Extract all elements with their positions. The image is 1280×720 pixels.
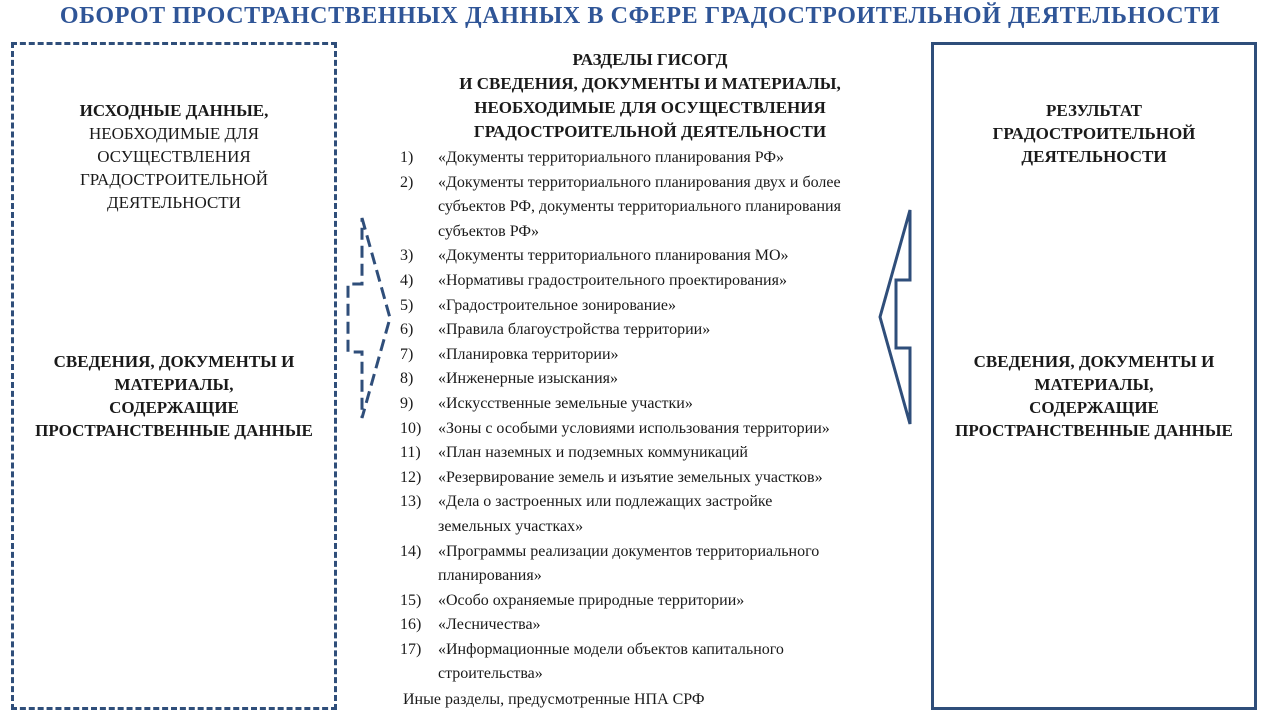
item-number: 14) [400,542,422,560]
item-number: 1) [400,149,414,166]
item-number: 5) [400,296,414,314]
item-number: 10) [400,419,422,437]
item-number: 8) [400,370,414,388]
item-text: «Документы территориального планирования МО» [438,247,789,265]
item-text: «Планировка территории» [438,345,619,363]
item-text: «Документы территориального планирования РФ» [438,149,784,166]
item-text: «Инженерные изыскания» [438,370,618,388]
source-data-title: ИСХОДНЫЕ ДАННЫЕ, [79,101,269,120]
item-text: «Информационные модели объектов капитального строительства» [438,640,784,683]
result-spatial-line: ПРОСТРАНСТВЕННЫЕ ДАННЫЕ [955,421,1233,440]
result-line: РЕЗУЛЬТАТ [1046,101,1142,120]
list-item [400,613,910,638]
item-number: 6) [400,321,414,339]
source-data-line: ДЕЯТЕЛЬНОСТИ [107,193,241,212]
list-item [400,392,910,417]
item-number: 4) [400,271,414,289]
item-text: «Программы реализации документов территориального планирования» [438,542,820,585]
list-item [400,244,910,269]
gisogd-sections-list [400,146,910,687]
item-number: 2) [400,173,414,191]
item-text: «Правила благоустройства территории» [438,321,711,339]
source-data-line: ГРАДОСТРОИТЕЛЬНОЙ [79,170,269,189]
result-heading [934,99,1254,168]
list-item [400,318,910,343]
list-item [400,490,910,539]
result-spatial-line: СОДЕРЖАЩИЕ [1029,398,1159,417]
source-spatial-line: ПРОСТРАНСТВЕННЫЕ ДАННЫЕ [35,421,313,440]
source-spatial-data-label [14,350,334,442]
item-text: «Зоны с особыми условиями использования территории» [438,419,830,437]
source-spatial-line: МАТЕРИАЛЫ, [114,375,234,394]
item-text: «Резервирование земель и изъятие земельных участков» [438,468,823,486]
item-text: «Градостроительное зонирование» [438,296,676,314]
list-item [400,540,910,589]
item-number: 9) [400,394,414,412]
item-number: 11) [400,444,421,462]
list-item [400,638,910,687]
source-data-heading [14,99,334,214]
heading-line: И СВЕДЕНИЯ, ДОКУМЕНТЫ И МАТЕРИАЛЫ, [459,74,841,93]
item-number: 13) [400,493,422,511]
list-item [400,269,910,294]
result-spatial-line: СВЕДЕНИЯ, ДОКУМЕНТЫ И [973,352,1215,371]
item-number: 15) [400,591,422,609]
item-text: «Нормативы градостроительного проектирования» [438,271,787,289]
left-arrow-icon [876,206,918,428]
source-spatial-line: СВЕДЕНИЯ, ДОКУМЕНТЫ И [53,352,295,371]
heading-line: РАЗДЕЛЫ ГИСОГД [572,50,728,69]
item-text: «План наземных и подземных коммуникаций [438,444,748,462]
item-number: 3) [400,247,414,265]
item-number: 17) [400,640,422,658]
item-number: 16) [400,616,422,634]
dashed-right-arrow-icon [344,214,396,422]
list-item [400,343,910,368]
result-spatial-data-label [934,350,1254,442]
gisogd-sections-heading [420,48,880,144]
result-line: ДЕЯТЕЛЬНОСТИ [1021,147,1167,166]
result-line: ГРАДОСТРОИТЕЛЬНОЙ [992,124,1196,143]
item-text: «Лесничества» [438,616,541,634]
list-item [400,466,910,491]
heading-line: ГРАДОСТРОИТЕЛЬНОЙ ДЕЯТЕЛЬНОСТИ [473,122,827,141]
item-text: «Особо охраняемые природные территории» [438,591,745,609]
source-data-line: ОСУЩЕСТВЛЕНИЯ [97,147,251,166]
item-number: 7) [400,345,414,363]
list-item [400,367,910,392]
page-title: ОБОРОТ ПРОСТРАНСТВЕННЫХ ДАННЫХ В СФЕРЕ ГРАДОСТРОИТЕЛЬНОЙ ДЕЯТЕЛЬНОСТИ [59,3,1221,29]
result-spatial-line: МАТЕРИАЛЫ, [1034,375,1154,394]
list-item [400,294,910,319]
item-text: «Документы территориального планирования двух и более субъектов РФ, документы территориального планирования субъектов РФ» [438,173,841,240]
list-item [400,417,910,442]
source-data-box [11,42,337,710]
list-item [400,441,910,466]
item-text: «Дела о застроенных или подлежащих застройке земельных участках» [438,493,773,535]
list-item [400,146,910,171]
list-item [400,171,910,245]
item-number: 12) [400,468,422,486]
heading-line: НЕОБХОДИМЫЕ ДЛЯ ОСУЩЕСТВЛЕНИЯ [474,98,826,117]
item-text: «Искусственные земельные участки» [438,394,693,412]
list-item [400,589,910,614]
other-sections-note: Иные разделы, предусмотренные НПА СРФ [403,691,705,708]
result-box [931,42,1257,710]
source-spatial-line: СОДЕРЖАЩИЕ [109,398,239,417]
source-data-line: НЕОБХОДИМЫЕ ДЛЯ [88,124,260,143]
